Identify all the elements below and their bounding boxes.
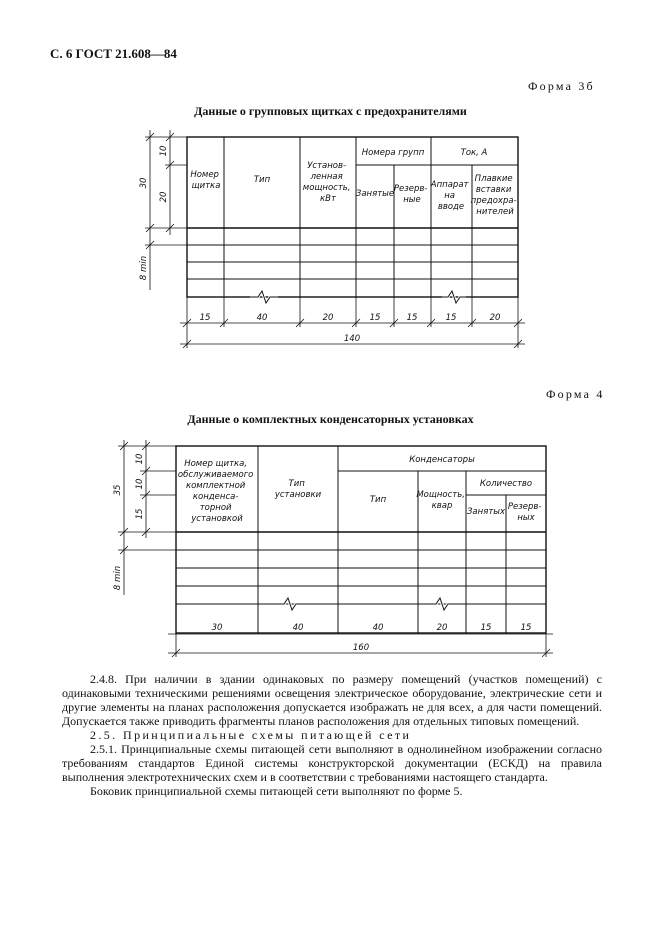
form36-h-input: Аппарат на вводе: [430, 180, 469, 212]
form36-h-bottom: 20: [159, 191, 169, 203]
form36-h-top: 10: [159, 145, 169, 157]
form4-w-5: 15: [520, 623, 532, 633]
form4-h-c: 15: [135, 508, 145, 520]
form36-w-1: 40: [256, 313, 268, 323]
form4-h-type: Тип установки: [274, 479, 322, 500]
form36-h-power: Установ- ленная мощность, кВт: [302, 161, 351, 204]
form4-label: Форма 4: [546, 387, 605, 401]
form36-w-total: 140: [343, 334, 361, 344]
form36-title: Данные о групповых щитках с предохранителями: [194, 104, 467, 118]
form4-w-1: 40: [292, 623, 304, 633]
form36-label: Форма 3б: [528, 79, 595, 93]
paragraph-form5: Боковик принципиальной схемы питающей сети выполняют по форме 5.: [90, 784, 463, 798]
form36-w-4: 15: [406, 313, 418, 323]
form4-h-total: 35: [113, 484, 123, 496]
section-heading-2-5: 2.5. Принципиальные схемы питающей сети: [90, 728, 412, 742]
form36-h-type: Тип: [253, 175, 271, 185]
form4-h-power: Мощность, квар: [416, 490, 465, 511]
form36-h-groups: Номера групп: [361, 148, 425, 158]
form36-w-0: 15: [199, 313, 211, 323]
form36-w-6: 20: [489, 313, 501, 323]
page-header: С. 6 ГОСТ 21.608—84: [50, 46, 177, 61]
form36-h-fuses: Плавкие вставки предохра- нителей: [470, 174, 517, 217]
form4-h-number: Номер щитка, обслуживаемого комплектной конденса- торной установкой: [177, 459, 254, 524]
form4-h-a: 10: [135, 453, 145, 465]
paragraph-2-5-1: 2.5.1. Принципиальные схемы питающей сети выполняют в однолинейном изображении согласно требованиям стандартов Единой системы конструкторской документации (ЕСКД) на правила выполнения электротехнических схем и в соответствии с требованиями настоящего стандарта.: [62, 742, 602, 784]
form4-w-3: 20: [436, 623, 448, 633]
form36-w-2: 20: [322, 313, 334, 323]
body-text: [62, 672, 602, 798]
form36-w-5: 15: [445, 313, 457, 323]
form4-h-rows: 8 min: [113, 565, 123, 591]
form4-w-2: 40: [372, 623, 384, 633]
form36-h-busy: Занятые: [355, 189, 395, 199]
form4-w-total: 160: [352, 643, 370, 653]
form4-h-b: 10: [135, 478, 145, 490]
form4-h-reserve: Резерв- ных: [507, 502, 542, 523]
form4-w-0: 30: [211, 623, 223, 633]
form4-w-4: 15: [480, 623, 492, 633]
form36-h-rows: 8 min: [139, 255, 149, 281]
form36-h-reserve: Резерв- ные: [393, 184, 428, 205]
form4-h-quantity: Количество: [479, 479, 533, 489]
paragraph-2-4-8: 2.4.8. При наличии в здании одинаковых по размеру помещений (участков помещений) с одинаковыми техническими решениями освещения электрическое оборудование, электрические сети и другие элементы на планах расположения допускается изображать не для всех, а для части помещений. Допускается также приводить фрагменты планов расположения для отдельных типовых помещений.: [62, 672, 602, 728]
form4-h-busy: Занятых: [466, 507, 506, 517]
form4-title: Данные о комплектных конденсаторных установках: [187, 412, 474, 426]
form4-h-ctype: Тип: [369, 495, 387, 505]
form36-h-current: Ток, А: [460, 148, 488, 158]
form36-w-3: 15: [369, 313, 381, 323]
form36-h-number: Номер щитка: [190, 170, 221, 191]
form36-h-total: 30: [139, 177, 149, 189]
form4-h-condensers: Конденсаторы: [409, 455, 475, 465]
